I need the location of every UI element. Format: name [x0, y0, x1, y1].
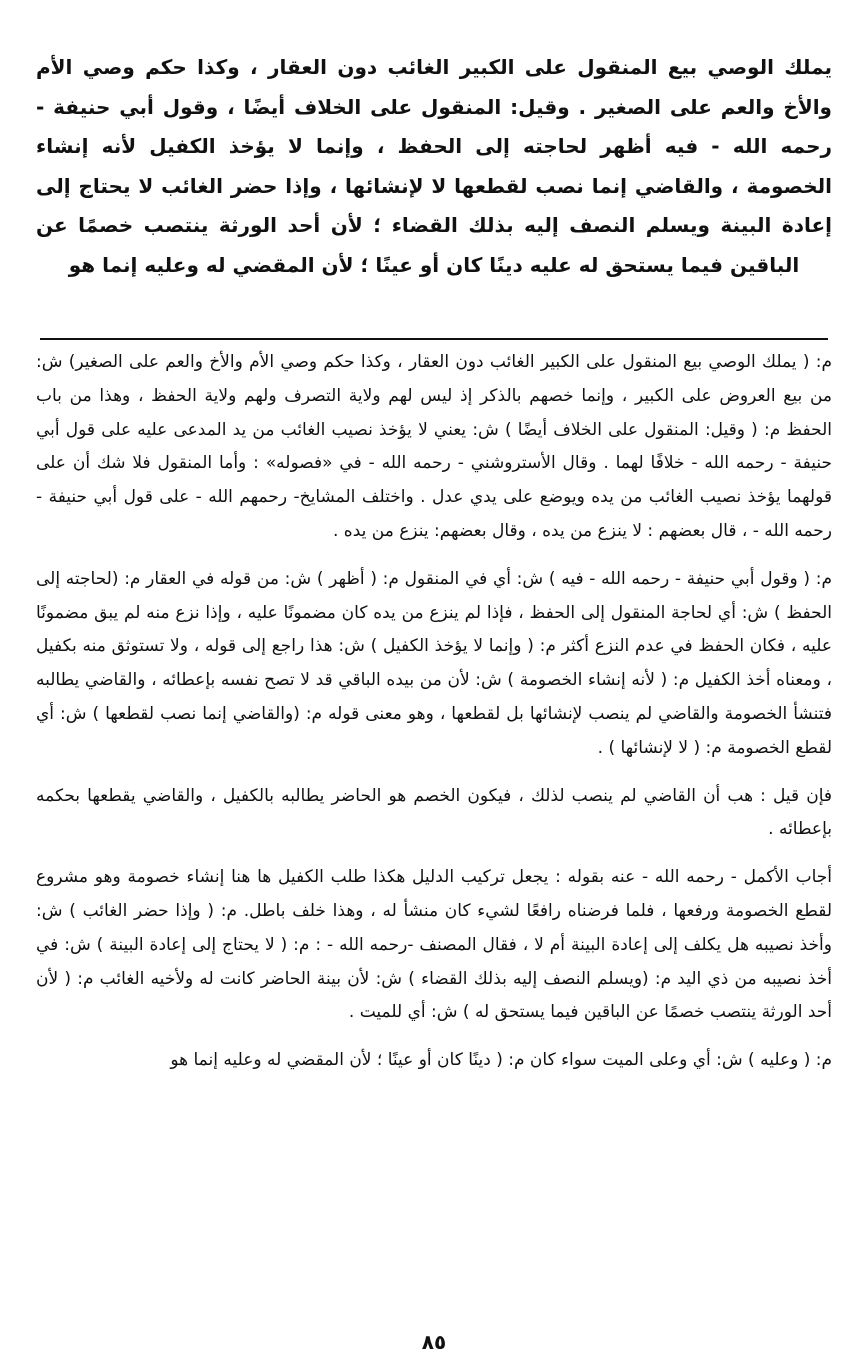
commentary-paragraph: أجاب الأكمل - رحمه الله - عنه بقوله : يجعل تركيب الدليل هكذا طلب الكفيل ها هنا إنشاء خصومة وهو مشروع لقطع الخصومة ورفعها ، فلما فرضناه رافعًا لشيء كان منشأ له ، وهذا خلف باطل. م: ( وإذا حضر الغائب ) ش: وأخذ نصيبه هل يكلف إلى إعادة البينة أم لا ، فقال المصنف -رحمه الله - : م: ( لا يحتاج إلى إعادة البينة ) ش: في أخذ نصيبه من ذي اليد م: (ويسلم النصف إليه بذلك القضاء ) ش: لأن بينة الحاضر كانت له ولأخيه الغائب م: ( لأن أحد الورثة ينتصب خصمًا عن الباقين فيما يستحق له ) ش: أي للميت .: [36, 867, 832, 1023]
page-number: ٨٥: [421, 1330, 447, 1354]
main-text: يملك الوصي بيع المنقول على الكبير الغائب دون العقار ، وكذا حكم وصي الأم والأخ والعم على الصغير . وقيل: المنقول على الخلاف أيضًا ، وقول أبي حنيفة - رحمه الله - فيه أظهر لحاجته إلى الحفظ ، وإنما لا يؤخذ الكفيل لأنه إنشاء الخصومة ، والقاضي إنما نصب لقطعها لا لإنشائها ، وإذا حضر الغائب لا يحتاج إلى إعادة البينة ويسلم النصف إليه بذلك القضاء ؛ لأن أحد الورثة ينتصب خصمًا عن الباقين فيما يستحق له عليه دينًا كان أو عينًا ؛ لأن المقضي له وعليه إنما هو: [36, 55, 832, 277]
commentary-paragraph: م: ( يملك الوصي بيع المنقول على الكبير الغائب دون العقار ، وكذا حكم وصي الأم والأخ والعم على الصغير) ش: من بيع العروض على الكبير ، وإنما خصهم بالذكر إذ ليس لهم ولاية التصرف ولهم ولاية الحفظ ، وهذا من باب الحفظ م: ( وقيل: المنقول على الخلاف أيضًا ) ش: يعني لا يؤخذ نصيب الغائب من يد المدعى عليه على قول أبي حنيفة - رحمه الله - خلافًا لهما . وقال الأستروشني - رحمه الله - في «فصوله» : وأما المنقول فلا شك أن على قولهما يؤخذ نصيب الغائب من يده ويوضع على يدي عدل . واختلف المشايخ- رحمهم الله - على قول أبي حنيفة - رحمه الله - ، قال بعضهم : لا ينزع من يده ، وقال بعضهم: ينزع من يده .: [36, 352, 832, 541]
commentary-paragraph: م: ( وقول أبي حنيفة - رحمه الله - فيه ) ش: أي في المنقول م: ( أظهر ) ش: من قوله في العقار م: (لحاجته إلى الحفظ ) ش: أي لحاجة المنقول إلى الحفظ ، فإذا لم ينزع من يده كان مضمونًا عليه ، وإذا نزع منه لم يبق مضمونًا عليه ، فكان الحفظ في عدم النزع أكثر م: ( وإنما لا يؤخذ الكفيل ) ش: هذا راجع إلى قوله ، ولا تستوثق منه بكفيل ، ومعناه أخذ الكفيل م: ( لأنه إنشاء الخصومة ) ش: لأن من بيده الباقي قد لا تصح نفسه بإعطائه ، والقاضي يطالبه فتنشأ الخصومة والقاضي لم ينصب لإنشائها بل لقطعها ، وهو معنى قوله م: (والقاضي إنما نصب لقطعها ) ش: أي لقطع الخصومة م: ( لا لإنشائها ) .: [36, 568, 832, 758]
commentary-section: [36, 346, 832, 1078]
commentary-paragraph: م: ( وعليه ) ش: أي وعلى الميت سواء كان م: ( دينًا كان أو عينًا ؛ لأن المقضي له وعليه إنما هو: [170, 1050, 832, 1071]
commentary-paragraph: فإن قيل : هب أن القاضي لم ينصب لذلك ، فيكون الخصم هو الحاضر يطالبه بالكفيل ، والقاضي يقطعها بحكمه بإعطائه .: [36, 785, 832, 840]
separator-line: [40, 338, 828, 340]
